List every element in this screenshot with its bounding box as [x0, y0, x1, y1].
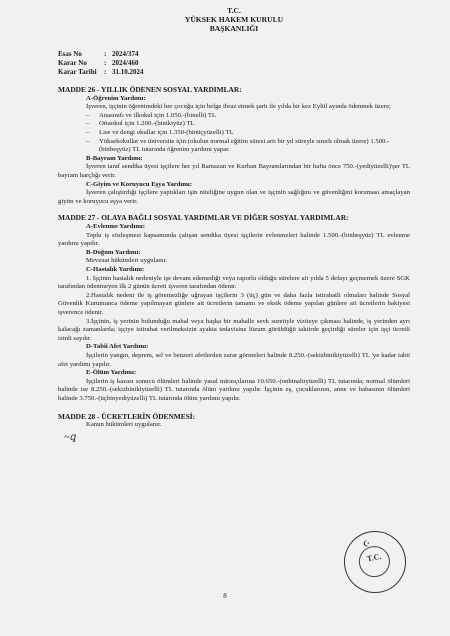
meta-key: Karar Tarihi: [58, 68, 97, 76]
section-title: C-Giyim ve Koruyucu Eşya Yardımı:: [86, 180, 193, 188]
section-title: E-Ölüm Yardımı:: [86, 369, 137, 377]
paragraph: 1. İşçinin hastalık nedeniyle işe devam edemediği veya raporlu olduğu sürelere ait yılda 5 defayı geçmemek üzere SGK tarafından ödenmeyen ilk 2 günün ücreti işveren tarafından ödenir.: [58, 274, 410, 291]
paragraph: 2.Hastalık nedeni ile iş göremezliğe uğrayan işçilerin 3 (üç) gün ve daha fazla istirahatli olmaları halinde Sosyal Güvenlik Kurumunca ödeme yapılmayan günlere ait ücretlerin tamamı ve eksik ödeme yapılan günlere ait ücretlerin bakiyesi işverence ödenir.: [58, 291, 410, 317]
meta-key: Karar No: [58, 59, 87, 67]
document-body: [58, 86, 410, 442]
paragraph: İşveren, işçinin öğrenimdeki her çocuğu için belge ibraz etmek şartı ile yılda bir kez Eylül ayında ödenmek üzere;: [86, 103, 391, 111]
header-department: BAŞKANLIĞI: [209, 24, 259, 33]
section-title: A-Öğrenim Yardımı:: [86, 94, 146, 102]
page-number: 8: [223, 592, 227, 600]
crescent-star-icon: ☪: [362, 538, 372, 549]
document-header: [58, 6, 410, 33]
header-institution: YÜKSEK HAKEM KURULU: [184, 15, 284, 24]
section-title: C-Hastalık Yardımı:: [86, 266, 145, 274]
article-26-title: MADDE 26 - YILLIK ÖDENEN SOSYAL YARDIMLAR:: [58, 85, 242, 94]
case-meta: [58, 50, 410, 77]
list-item: – Ortaokul için 1.200.-(binikiyüz) TL: [99, 120, 410, 129]
list-item: – Lise ve dengi okullar için 1.350-(binüçyüzelli) TL: [99, 129, 410, 138]
paragraph: 3.İşçinin, iş yerinin bulunduğu mahal veya başka bir mahalle sevk suretiyle viziteye çıkması halinde, iş yerinden ayrı kalacağı zamanlarda; işçiye istirahat verilmeksizin ayakta tedavisine lüzum görüldüğü taktirde geçirdiği süreler için işçi ücretli izinli sayılır.: [58, 317, 410, 342]
list-item: – Yüksekokullar ve üniversite için (okulun normal eğitim süresi artı bir yıl süreyle sınırlı olmak üzere) 1.500.-(binbeşyüz) TL tutarında öğrenim yardımı yapar.: [99, 138, 410, 155]
section-title: B-Doğum Yardımı:: [86, 248, 141, 256]
section-title: A-Evlenme Yardımı:: [86, 223, 146, 231]
meta-row-tarih: Karar Tarihi : 31.10.2024: [58, 68, 144, 76]
section-title: D-Tabii Afet Yardımı:: [86, 343, 149, 351]
education-aid-list: [58, 112, 410, 155]
meta-key: Esas No: [58, 50, 82, 58]
paragraph: Kanun hükümleri uygulanır.: [86, 421, 162, 429]
list-item: – Anasınıfı ve ilkokul için 1.050.-(binelli) TL: [99, 112, 410, 121]
article-28-title: MADDE 28 - ÜCRETLERİN ÖDENMESİ:: [58, 411, 196, 421]
seal-text: T.C.: [366, 551, 383, 564]
meta-row-esas: Esas No : 2024/374: [58, 50, 139, 58]
paragraph: İşçilerin iş kazası sonucu ölümleri halinde yasal mirasçılarına 10.650.-(onbinaltıyüzelli) TL tutarında; normal ölümleri halinde ise 8.250.-(sekizbinikiyüzelli) TL tutarında ölüm yardımı yapılır. İşçinin eş, çocuklarının, anne ve babasının ölümleri halinde 3.750.-(üçbinyediyüzelli) TL tutarında ölüm yardımı yapılır.: [58, 377, 410, 402]
header-tc: T.C.: [227, 6, 241, 15]
signature-mark: ~ꝗ: [64, 431, 76, 443]
meta-value: 31.10.2024: [112, 68, 144, 76]
official-seal-icon: [338, 525, 412, 599]
paragraph: Mevzuat hükümleri uygulanır.: [86, 257, 168, 265]
article-27-title: MADDE 27 - OLAYA BAĞLI SOSYAL YARDIMLAR VE DİĞER SOSYAL YARDIMLAR:: [58, 213, 349, 223]
meta-row-karar: Karar No : 2024/460: [58, 59, 139, 67]
paragraph: İşveren taraf sendika üyesi işçilere her yıl Ramazan ve Kurban Bayramlarından bir hafta önce 750.-(yediyüzelli)'şer TL bayram harçlığı verir.: [58, 163, 410, 179]
section-title: B-Bayram Yardımı:: [86, 154, 143, 162]
paragraph: İşveren çalıştırdığı işçilere yaptıkları işin niteliğine uygun olan ve işçinin sağlığını ve güvenliğini koruması amaçlayan giyim ve koruyucu eşya verir.: [58, 189, 410, 205]
paragraph: İşçilerin yangın, deprem, sel ve benzeri afetlerden zarar görmeleri halinde 8.250.-(sekizbinikiyüzelli) TL 'ye kadar tabii afet yardımı yapılır.: [58, 352, 410, 368]
meta-value: 2024/374: [112, 50, 139, 58]
paragraph: Toplu iş sözleşmesi kapsamında çalışan sendika üyesi işçilerin evlenmeleri halinde 1.500.-(binbeşyüz) TL evlenme yardımı yapılır.: [58, 231, 410, 248]
meta-value: 2024/460: [112, 59, 139, 67]
